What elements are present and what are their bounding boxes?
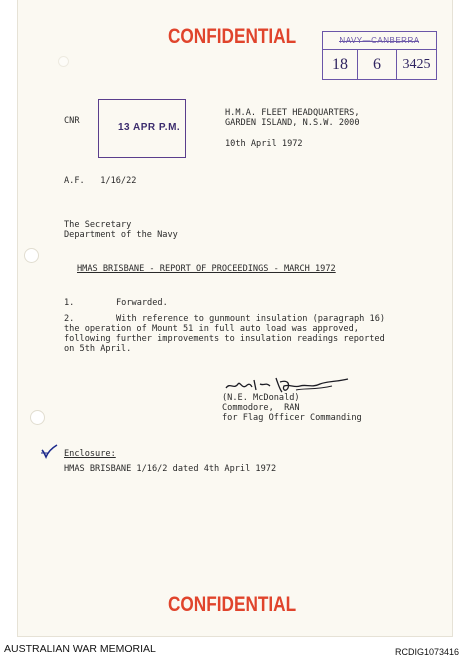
para2-line4: on 5th April. [64, 344, 132, 354]
subject-line: HMAS BRISBANE - REPORT OF PROCEEDINGS - MARCH 1972 [77, 264, 336, 274]
signatory-role: for Flag Officer Commanding [222, 413, 362, 423]
classification-top: CONFIDENTIAL [167, 25, 297, 48]
sender-address-line1: H.M.A. FLEET HEADQUARTERS, [225, 108, 360, 118]
para2-line2: the operation of Mount 51 in full auto load was approved, [64, 324, 359, 334]
enclosure-text: HMAS BRISBANE 1/16/2 dated 4th April 1972 [64, 464, 277, 474]
para2-line3: following further improvements to insulation readings reported [64, 334, 385, 344]
registry-cell: 3425 [402, 57, 431, 72]
enclosure-label: Enclosure: [64, 449, 116, 459]
received-stamp-text: 13 APR P.M. [118, 122, 181, 133]
checkmark-icon [40, 444, 58, 460]
cnr-label: CNR [64, 116, 80, 126]
signatory-name: (N.E. McDonald) [222, 393, 300, 403]
registry-cell: 6 [373, 56, 381, 73]
recipient-line1: The Secretary [64, 220, 132, 230]
letter-date: 10th April 1972 [225, 139, 303, 149]
classification-bottom: CONFIDENTIAL [167, 593, 297, 616]
signatory-rank: Commodore, RAN [222, 403, 300, 413]
sender-address-line2: GARDEN ISLAND, N.S.W. 2000 [225, 118, 360, 128]
punch-hole-mark [58, 56, 69, 67]
para1-text: Forwarded. [116, 298, 168, 308]
para2-line1: With reference to gunmount insulation (paragraph 16) [116, 314, 386, 324]
recipient-line2: Department of the Navy [64, 230, 178, 240]
file-reference: A.F. 1/16/22 [64, 176, 137, 186]
punch-hole [24, 248, 39, 263]
registry-cell: 18 [332, 56, 348, 73]
punch-hole [30, 410, 45, 425]
archive-id: RCDIG1073416 [394, 647, 459, 657]
archive-credit: AUSTRALIAN WAR MEMORIAL [4, 643, 156, 655]
registry-strike-line [339, 41, 419, 42]
para2-number: 2. [64, 314, 75, 324]
para1-number: 1. [64, 298, 75, 308]
registry-stamp [322, 31, 437, 80]
